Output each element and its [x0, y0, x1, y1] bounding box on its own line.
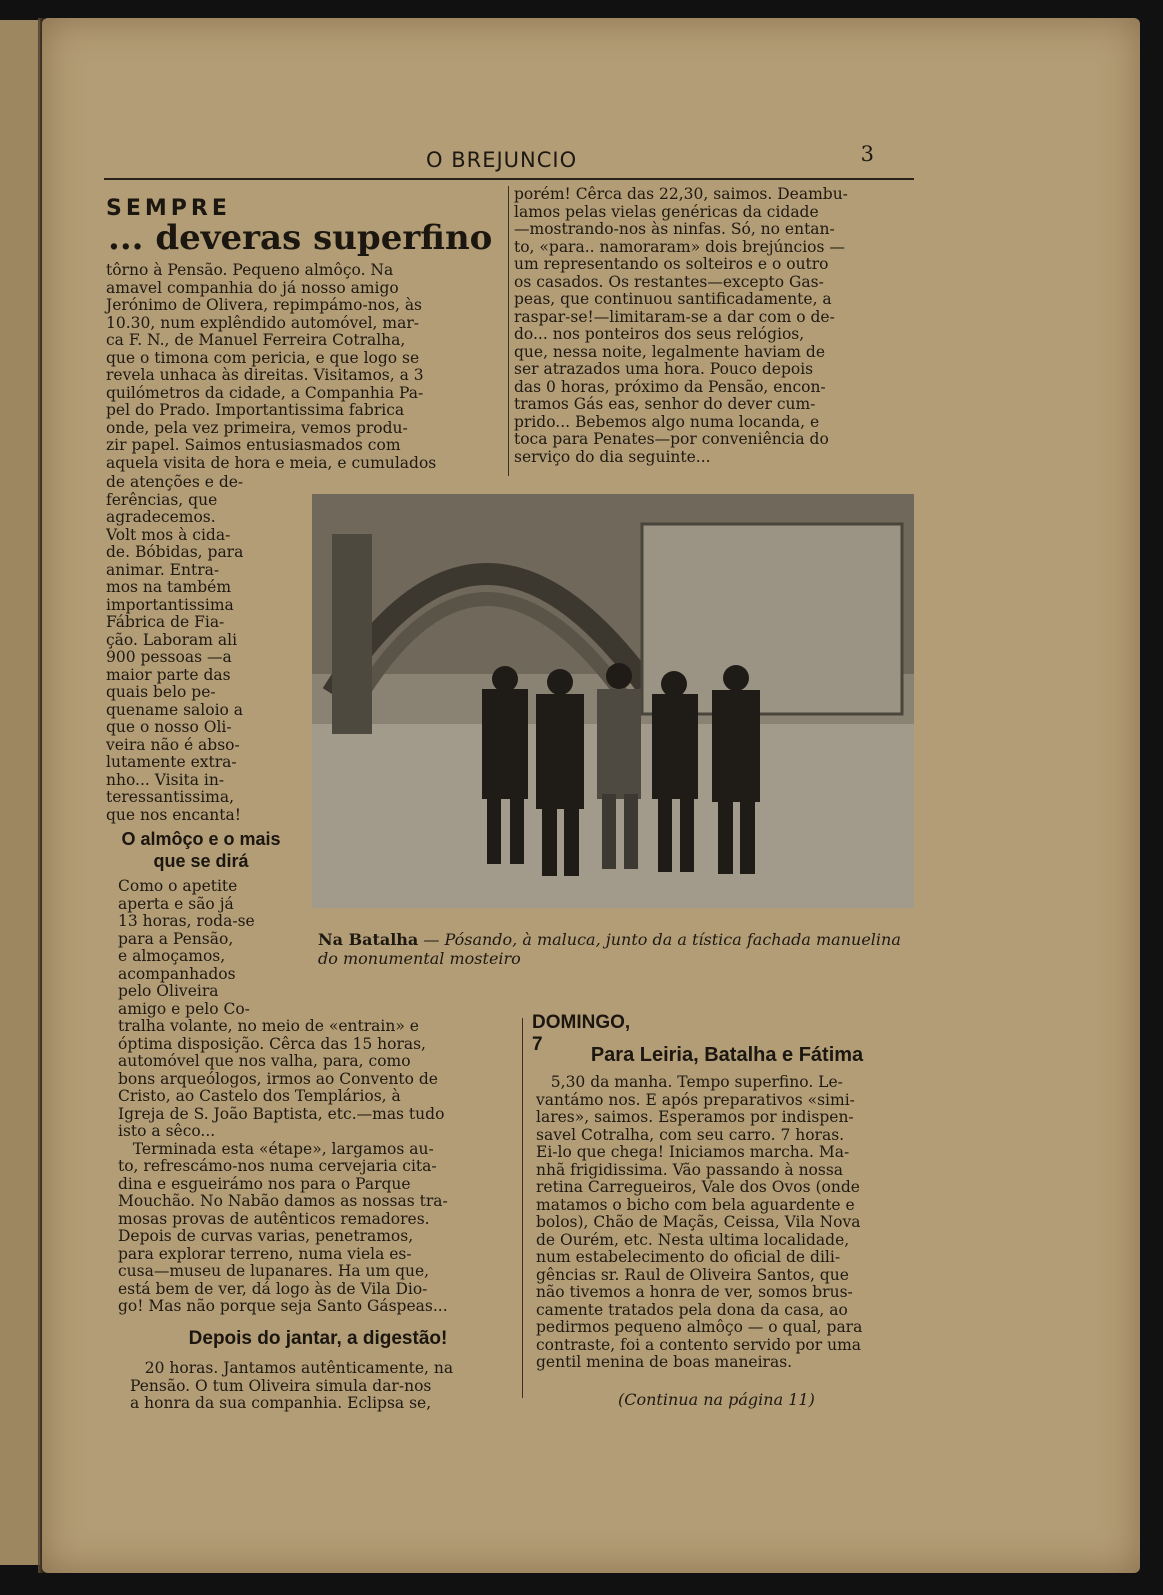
section-day: DOMINGO, 7 — [532, 1012, 631, 1055]
group-photo — [312, 494, 914, 908]
caption-location: Na Batalha — [318, 930, 419, 949]
article-kicker: SEMPRE — [106, 196, 231, 221]
section-body-text: 5,30 da manha. Tempo superfino. Le- vantámo nos. E após preparativos «simi- lares», saimos. Esperamos por indispen- savel Cotralha, com seu carro. 7 horas. Ei-lo que chega! Iniciamos marcha. Ma- nhã frigidissima. Vão passando à nossa retina Carregueiros, Vale dos Ovos (onde matamos o bicho com bela aguardente e bolos), Chão de Maçãs, Ceissa, Vila Nova de Ourém, etc. Nesta ultima localidade, num estabelecimento do oficial de dili- gências sr. Raul de Oliveira Santos, que não tivemos a honra de ver, somos brus- camente tratados pela dona da casa, ao pedirmos pequeno almôço — o qual, para contraste, foi a contento servido por uma gentil menina de boas maneiras. — [536, 1073, 863, 1371]
page-header — [104, 142, 914, 180]
section-subhead: Para Leiria, Batalha e Fátima — [590, 1044, 864, 1066]
newspaper-title: O BREJUNCIO — [426, 148, 578, 172]
column1-top-text: tôrno à Pensão. Pequeno almôço. Na amavel companhia do já nosso amigo Jerónimo de Olivera, repimpámo-nos, às 10.30, num explêndido automóvel, mar- ca F. N., de Manuel Ferreira Cotralha, que o timona com pericia, e que logo se revela unhaca às direitas. Visitamos, a 3 quilómetros da cidade, a Companhia Pa- pel do Prado. Importantissima fabrica onde, pela vez primeira, vemos produ- zir papel. Saimos entusiasmados com aquela visita de hora e meia, e cumulados — [106, 261, 437, 472]
subhead-depois: Depois do jantar, a digestão! — [188, 1328, 448, 1349]
caption-text: — Pósando, à maluca, junto da a tística fachada manuelina do monumental mosteiro — [318, 930, 901, 968]
column-divider-lower — [522, 1018, 523, 1398]
left-page-edge — [0, 20, 40, 1565]
column1-narrow-text: de atenções e de- ferências, que agradecemos. Volt mos à cida- de. Bóbidas, para animar. Entra- mos na também importantissima Fábrica de Fia- ção. Laboram ali 900 pessoas —a maior parte das quais belo pe- quename saloio a que o nosso Oli- veira não é abso- lutamente extra- nho... Visita in- teressantissima, que nos encanta! — [106, 473, 244, 824]
column-divider — [508, 186, 509, 476]
photo-illustration — [312, 494, 914, 908]
column1-bottom-text: tralha volante, no meio de «entrain» e óptima disposição. Cêrca das 15 horas, automóvel que nos valha, para, como bons arqueólogos, irmos ao Convento de Cristo, ao Castelo dos Templários, à Igreja de S. João Baptista, etc.—mas tudo isto a sêco... Terminada esta «étape», largamos au- to, refrescámo-nos numa cervejaria cita- dina e esgueirámo nos para o Parque Mouchão. No Nabão damos as nossas tra- mosas provas de autênticos remadores. Depois de curvas varias, penetramos, para explorar terreno, numa viela es- cusa—museu de lupanares. Ha um que, está bem de ver, dá logo às de Vila Dio- go! Mas não porque seja Santo Gáspeas... — [118, 1017, 448, 1315]
continued-note: (Continua na página 11) — [618, 1390, 815, 1409]
subhead-almoco: O almôço e o mais que se dirá — [121, 829, 281, 871]
column1-end-text: 20 horas. Jantamos autênticamente, na Pensão. O tum Oliveira simula dar-nos a honra da sua companhia. Eclipsa se, — [130, 1359, 454, 1412]
page-number: 3 — [860, 142, 874, 166]
column2-top-text: porém! Cêrca das 22,30, saimos. Deambu- lamos pelas vielas genéricas da cidade —mostrando-nos às ninfas. Só, no entan- to, «para.. namoraram» dois brejúncios — um representando os solteiros e o outro os casados. Os restantes—excepto Gas- peas, que continuou santificadamente, a raspar-se!—limitaram-se a dar com o de- do... nos ponteiros dos seus relógios, que, nessa noite, legalmente haviam de ser atrazados uma hora. Pouco depois das 0 horas, próximo da Pensão, encon- tramos Gás eas, senhor do dever cum- prido... Bebemos algo numa locanda, e toca para Penates—por conveniência do serviço do dia seguinte... — [514, 185, 848, 466]
article-headline: ... deveras superfino — [108, 218, 493, 258]
column1-almoco-text: Como o apetite aperta e são já 13 horas, roda-se para a Pensão, e almoçamos, acompanhados pelo Oliveira amigo e pelo Co- — [118, 877, 255, 1018]
photo-caption — [318, 930, 918, 968]
